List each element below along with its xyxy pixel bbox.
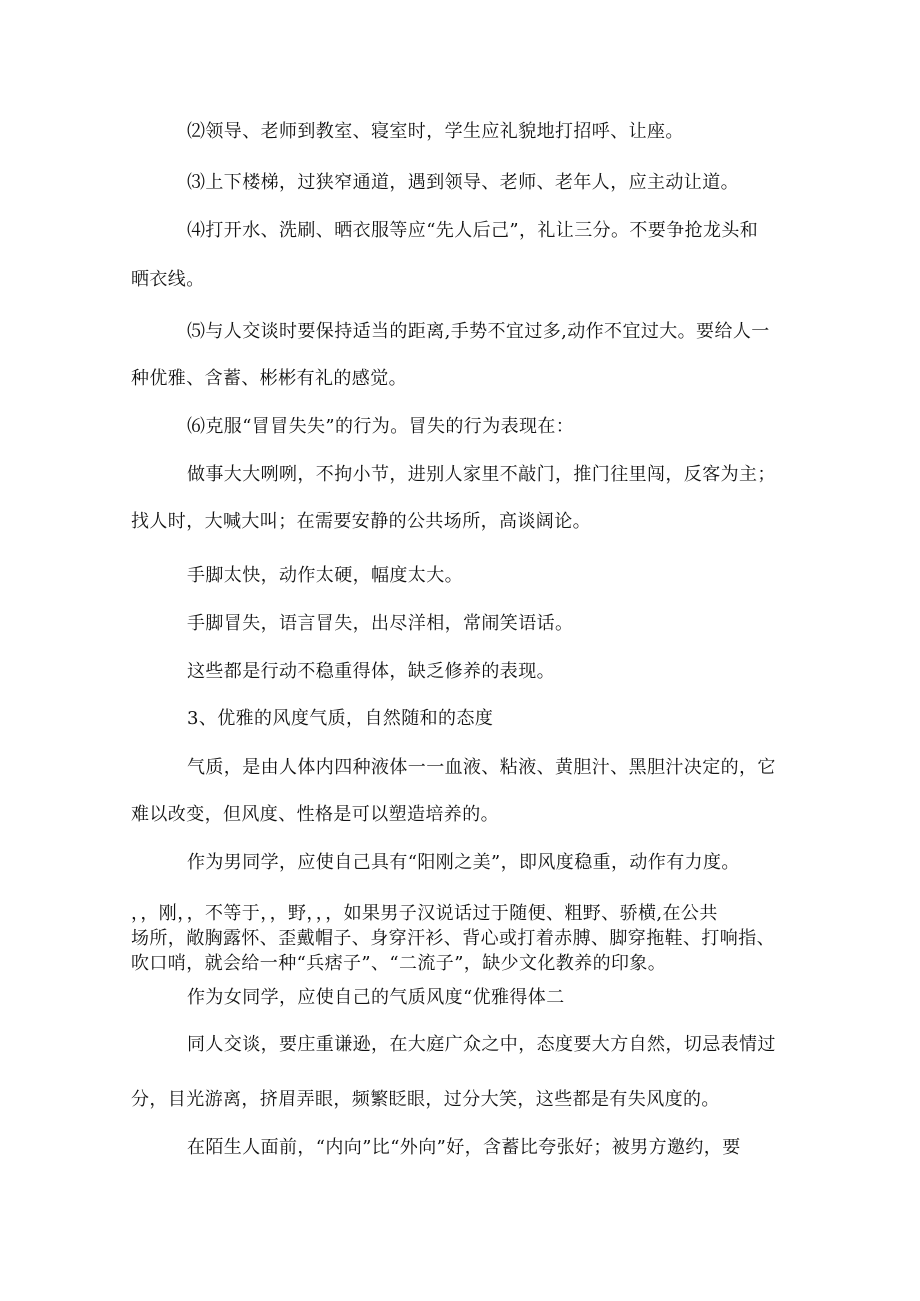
text-line: 难以改变，但风度、性格是可以塑造培养的。 (131, 804, 499, 825)
text-line: ，，刚，，不等于，，野，，，如果男子汉说话过于随便、粗野、骄横,在公共 (131, 903, 718, 924)
text-line: ⑹克服“冒冒失失”的行为。冒失的行为表现在： (187, 416, 575, 437)
text-line: 同人交谈，要庄重谦逊，在大庭广众之中，态度要大方自然，切忌表情过 (187, 1034, 776, 1055)
text-line: 做事大大咧咧，不拘小节，进别人家里不敲门，推门往里闯，反客为主； (187, 464, 776, 485)
text-line: 在陌生人面前，“内向”比“外向”好，含蓄比夸张好；被男方邀约，要 (187, 1137, 741, 1158)
text-line: 作为男同学，应使自己具有“阳刚之美”，即风度稳重，动作有力度。 (187, 852, 740, 873)
text-line: 分，目光游离，挤眉弄眼，频繁眨眼，过分大笑，这些都是有失风度的。 (131, 1089, 720, 1110)
text-line: 晒衣线。 (131, 269, 205, 290)
text-line: ⑶上下楼梯，过狭窄通道，遇到领导、老师、老年人，应主动让道。 (187, 172, 739, 193)
text-line: 种优雅、含蓄、彬彬有礼的感觉。 (131, 368, 407, 389)
text-line: ⑸与人交谈时要保持适当的距离,手势不宜过多,动作不宜过大。要给人一 (187, 321, 770, 342)
text-line: 这些都是行动不稳重得体，缺乏修养的表现。 (187, 661, 555, 682)
text-line: ⑷打开水、洗刷、晒衣服等应“先人后己”，礼让三分。不要争抢龙头和 (187, 220, 759, 241)
text-line: 作为女同学，应使自己的气质风度“优雅得体二 (187, 987, 565, 1008)
text-line: ⑵领导、老师到教室、寝室时，学生应礼貌地打招呼、让座。 (187, 121, 684, 142)
section-heading: 3、优雅的风度气质，自然随和的态度 (187, 708, 494, 729)
text-line: 场所，敞胸露怀、歪戴帽子、身穿汗衫、背心或打着赤膊、脚穿拖鞋、打响指、 (131, 928, 775, 949)
text-line: 手脚太快，动作太硬，幅度太大。 (187, 565, 463, 586)
text-line: 气质，是由人体内四种液体一一血液、粘液、黄胆汁、黑胆汁决定的，它 (187, 757, 776, 778)
text-line: 手脚冒失，语言冒失，出尽洋相，常闹笑语话。 (187, 613, 574, 634)
text-line: 吹口哨，就会给一种“兵痞子”、“二流子”，缺少文化教养的印象。 (131, 953, 667, 974)
text-line: 找人时，大喊大叫；在需要安静的公共场所，高谈阔论。 (131, 511, 591, 532)
